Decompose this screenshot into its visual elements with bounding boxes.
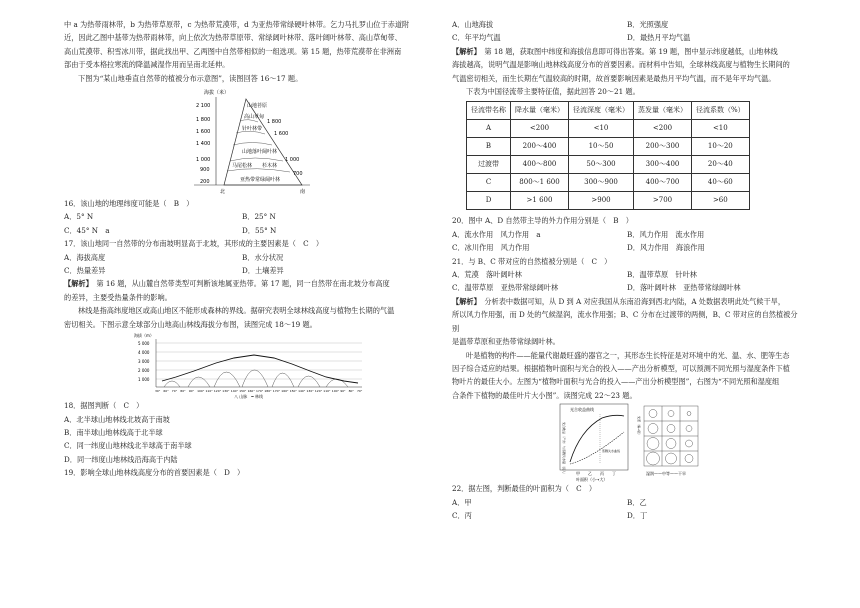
option: D．55° N <box>242 225 277 235</box>
intro-line: 部由于受本格拉寒流的降温减湿作用而呈南北延伸。 <box>64 60 230 70</box>
xtick: 100° <box>197 389 205 394</box>
option: A．荒漠 落叶阔叶林 <box>452 270 522 280</box>
xtick: 130° <box>306 389 314 394</box>
zone-label: 山地苔原 <box>247 103 268 110</box>
table-cell: C <box>467 174 511 192</box>
xtick: 120° <box>314 389 323 394</box>
table-header: 径流深度（毫米） <box>569 102 634 120</box>
analysis <box>64 277 420 290</box>
option: C．年平均气温 <box>452 33 501 43</box>
analysis <box>452 45 802 58</box>
treeline-chart <box>64 331 420 399</box>
fig2-yaxis-label: 海拔（m） <box>134 333 154 339</box>
fig3-xlabel: 乙 <box>588 471 592 477</box>
options-22 <box>452 496 802 523</box>
zone-label: 针叶林带 <box>242 126 263 133</box>
runoff-table <box>466 101 750 210</box>
ytick: 2 000 <box>138 368 150 374</box>
xtick: 30° <box>155 389 161 394</box>
table-cell: 10～20 <box>692 138 750 156</box>
option: A．海拔高度 <box>64 252 106 262</box>
options-16 <box>64 210 420 237</box>
xtick: 110° <box>205 389 213 394</box>
option: D．丁 <box>627 510 648 520</box>
xtick: 130° <box>222 389 230 394</box>
table-cell: 20～40 <box>692 156 750 174</box>
options-20 <box>452 228 802 255</box>
table-cell: 10～50 <box>569 138 634 156</box>
xtick: 110° <box>323 389 331 394</box>
table-cell: 50～300 <box>569 156 634 174</box>
xtick: 170° <box>256 389 264 394</box>
table-header: 蒸发量（毫米） <box>634 102 692 120</box>
paragraph-line: 林线是指高纬度地区或高山地区不能形成森林的界线。据研究表明全球林线高度与植物生长期的气温 <box>78 306 395 316</box>
xtick: 160° <box>281 389 289 394</box>
analysis-text: 第 18 题，获取图中纬度和海拔信息即可得出答案。第 19 题，图中显示纬度越低，山地林线 <box>477 46 778 56</box>
table-header: 径流系数（%） <box>692 102 750 120</box>
question-21: 21．与 B、C 带对应的自然植被分别是（ C ） <box>452 256 612 266</box>
table-cell: B <box>467 138 511 156</box>
fig3-caption: 叶面积（小→大） <box>576 477 608 483</box>
option: B．乙 <box>627 497 647 507</box>
option: D．同一纬度山地林线沿海高于内陆 <box>64 454 178 464</box>
option: A．流水作用 风力作用 a <box>452 229 541 239</box>
xtick: 70° <box>171 389 178 394</box>
option: C．同一纬度山地林线北半球高于南半球 <box>64 441 192 451</box>
xtick: 170° <box>272 389 281 394</box>
analysis-text: 第 16 题，从山麓自然带类型可判断该地属亚热带。第 17 题，同一自然带在南北坡分布高度 <box>89 279 390 289</box>
table-cell: 过渡带 <box>467 156 511 174</box>
analysis-tag: 【解析】 <box>452 46 478 56</box>
tick-label: 1 400 <box>196 141 211 148</box>
xtick: 100° <box>331 389 340 394</box>
ytick: 4 000 <box>138 350 150 356</box>
question-16: 16．该山地的地理纬度可能是（ B ） <box>64 199 194 209</box>
question-20: 20．图中 A、D 自然带主导的外力作用分别是（ B ） <box>452 216 633 226</box>
option: B．南半球山地林线高于北半球 <box>64 427 163 437</box>
option: C．温带草原 亚热带常绿阔叶林 <box>452 283 559 293</box>
xtick: 90° <box>188 389 195 394</box>
fig4-side-label: 光照（弱→强） <box>637 416 641 437</box>
option: A．5° N <box>64 212 94 222</box>
analysis-line: 海拔越高，说明气温是影响山地林线高度分布的首要因素。而材料中告知，全球林线高度与植物生长期间的 <box>452 60 790 70</box>
xtick: 80° <box>348 389 354 394</box>
table-cell: >700 <box>634 192 692 210</box>
fig3-side-label: 光合收益（产出）与蒸腾失水量（投入） <box>562 422 566 477</box>
table-row <box>467 174 750 192</box>
tick-label: 1 000 <box>196 157 211 164</box>
table-row <box>467 156 750 174</box>
ytick: 3 000 <box>138 359 150 365</box>
paragraph-line: 叶是植物的构件——能量代谢最旺盛的器官之一，其形态生长特征是对环境中的光、温、水、肥等生态 <box>466 350 790 360</box>
option: B．光照强度 <box>627 20 669 29</box>
table-cell: 400～700 <box>634 174 692 192</box>
zone-label: 山地落叶阔叶林 <box>242 149 278 156</box>
analysis-line: 是温带草原和亚热带常绿阔叶林。 <box>452 337 560 347</box>
zone-label: 杉木林 <box>262 163 278 170</box>
intro-line: 中 a 为热带雨林带，b 为热带草原带，c 为热带荒漠带，d 为亚热带常绿硬叶林带。乞力马扎罗山位于赤道附 <box>64 20 410 29</box>
intro-line: 近，因此乙图中基带为热带雨林带，向上依次为热带草原带、常绿阔叶林带、落叶阔叶林带、高山草甸带、 <box>64 33 402 43</box>
option: C．丙 <box>452 510 472 520</box>
table-cell: >900 <box>569 192 634 210</box>
option: D．风力作用 海浪作用 <box>627 243 705 253</box>
table-cell: >60 <box>692 192 750 210</box>
table-cell: 300～900 <box>569 174 634 192</box>
option: D．落叶阔叶林 亚热带常绿阔叶林 <box>627 283 741 293</box>
option: B．水分状况 <box>242 252 284 262</box>
option: A．甲 <box>452 497 472 507</box>
table-cell: D <box>467 192 511 210</box>
xtick: 150° <box>289 389 297 394</box>
table-cell: <200 <box>634 120 692 138</box>
table-cell: <10 <box>692 120 750 138</box>
tick-label: 900 <box>200 167 210 174</box>
table-row <box>467 138 750 156</box>
fig3-xlabel: 甲 <box>576 471 580 477</box>
question-22: 22．据左图，判断最佳的叶面积为（ C ） <box>452 484 597 494</box>
options-21 <box>452 268 802 295</box>
fig3-xlabel: 丙 <box>600 471 604 477</box>
tick-label: 1 600 <box>274 131 289 138</box>
tick-label: 1 800 <box>267 119 282 126</box>
xtick: 140° <box>298 389 306 394</box>
table-header-row <box>467 102 750 120</box>
table-row <box>467 192 750 210</box>
ytick: 5 000 <box>138 341 150 347</box>
option: B．温带草原 针叶林 <box>627 270 697 280</box>
tick-label: 200 <box>200 179 210 186</box>
table-cell: <10 <box>569 120 634 138</box>
fig1-yaxis-label: 海拔（米） <box>204 90 230 97</box>
question-18: 18．据图判断（ C ） <box>64 401 144 411</box>
table-cell: 200～300 <box>634 138 692 156</box>
fig3-xlabel: 丁 <box>612 471 616 477</box>
xtick: 120° <box>213 389 222 394</box>
leaf-figures <box>452 402 802 482</box>
analysis-tag: 【解析】 <box>64 279 90 289</box>
option: D．土壤差异 <box>242 266 284 276</box>
zone-label: 亚热带常绿阔叶林 <box>240 177 281 184</box>
table-row <box>467 120 750 138</box>
option: B．25° N <box>242 212 276 222</box>
paragraph-line: 物叶片的最佳大小。左图为“植物叶面积与光合的投入——产出分析模型图”，右图为“不同光照和湿度组 <box>452 377 780 387</box>
question-17: 17．该山地同一自然带的分布南坡明显高于北坡，其形成的主要因素是（ C ） <box>64 239 324 249</box>
ytick: 1 000 <box>138 377 150 383</box>
table-cell: <200 <box>511 120 569 138</box>
table-caption: 下表为中国径流带主要特征值，据此回答 20～21 题。 <box>466 87 640 97</box>
tick-label: 1 800 <box>196 117 211 124</box>
option: C．热量差异 <box>64 266 106 276</box>
options-19 <box>452 18 802 45</box>
analysis-text: 分析表中数据可知，从 D 到 A 对应我国从东南沿海到西北内陆，A 处数据表明此处气候干旱， <box>477 296 786 306</box>
xtick: 80° <box>180 389 186 394</box>
table-cell: A <box>467 120 511 138</box>
fig4-caption: 湿润——中等——干旱 <box>646 471 686 477</box>
right-column <box>452 18 802 522</box>
question-19: 19．影响全球山地林线高度分布的首要因素是（ D ） <box>64 468 245 478</box>
paragraph-line: 密切相关。下图示意全球部分山地高山林线海拔分布图，读图完成 18～19 题。 <box>64 319 317 329</box>
option: D．最热月平均气温 <box>627 33 691 43</box>
tick-label: 1 000 <box>285 157 300 164</box>
xtick: 140° <box>230 389 239 394</box>
analysis-tag: 【解析】 <box>452 296 478 306</box>
table-cell: 40～60 <box>692 174 750 192</box>
analysis <box>452 295 802 308</box>
option: A．北半球山地林线北坡高于南坡 <box>64 414 170 424</box>
tick-label: 1 600 <box>196 129 211 136</box>
fig3-top-label: 光合收益曲线 <box>570 407 594 413</box>
paragraph-line: 因子综合适应的结果。根据植物叶面积与光合的投入——产出分析模型，可以预测不同光照与湿度条件下植 <box>452 363 790 373</box>
table-header: 降水量（毫米） <box>511 102 569 120</box>
option: A．山地海拔 <box>452 20 494 29</box>
table-header: 径流带名称 <box>467 102 511 120</box>
figure-caption: 下图为“某山地垂直自然带的植被分布示意图”，读图回答 16～17 题。 <box>78 73 303 83</box>
left-column <box>64 18 420 480</box>
option: C．45° N a <box>64 225 110 235</box>
table-cell: 300～400 <box>634 156 692 174</box>
table-cell: 800～1 600 <box>511 174 569 192</box>
direction-label: 北 <box>220 189 226 196</box>
zone-label: 高山草甸 <box>244 114 265 121</box>
xtick: 150° <box>239 389 247 394</box>
xtick: 90° <box>340 389 346 394</box>
paragraph-line: 合条件下植物的最佳叶片大小图”。读图完成 22～23 题。 <box>452 390 637 400</box>
tick-label: 2 100 <box>196 103 211 110</box>
table-cell: 400～800 <box>511 156 569 174</box>
table-cell: >1 600 <box>511 192 569 210</box>
option: B．风力作用 流水作用 <box>627 229 705 239</box>
options-17 <box>64 251 420 278</box>
xtick: 160° <box>247 389 255 394</box>
xtick: 60° <box>163 389 169 394</box>
table-cell: 200～400 <box>511 138 569 156</box>
fig3-curve-label: 蒸腾失水曲线 <box>602 449 621 454</box>
intro-line: 高山荒漠带、积雪冰川带，据此找出甲、乙两图中自然带相似的一组选项。第 15 题，热带荒漠带在非洲南 <box>64 46 402 56</box>
fig2-legend: 八 山脉 ━ 林线 <box>234 394 263 400</box>
analysis-line: 气温密切相关，而生长期在气温较高的时期，故首要影响因素是最热月平均气温，而不是年平均气温。 <box>452 73 776 83</box>
analysis-line: 所以风力作用强，而 D 处的气候湿润，流水作用强；B、C 分布在过渡带的两侧，B、C 带对应的自然植被分别 <box>452 310 798 333</box>
analysis-line: 的差异，主要受热量条件的影响。 <box>64 292 172 302</box>
option: C．冰川作用 风力作用 <box>452 243 530 253</box>
xtick: 180° <box>264 389 272 394</box>
xtick: 70° <box>357 389 363 394</box>
direction-label: 南 <box>300 189 306 196</box>
tick-label: 700 <box>293 171 303 178</box>
zone-label: 马尾松林 <box>232 163 253 170</box>
vertical-zonation-figure <box>64 85 420 197</box>
